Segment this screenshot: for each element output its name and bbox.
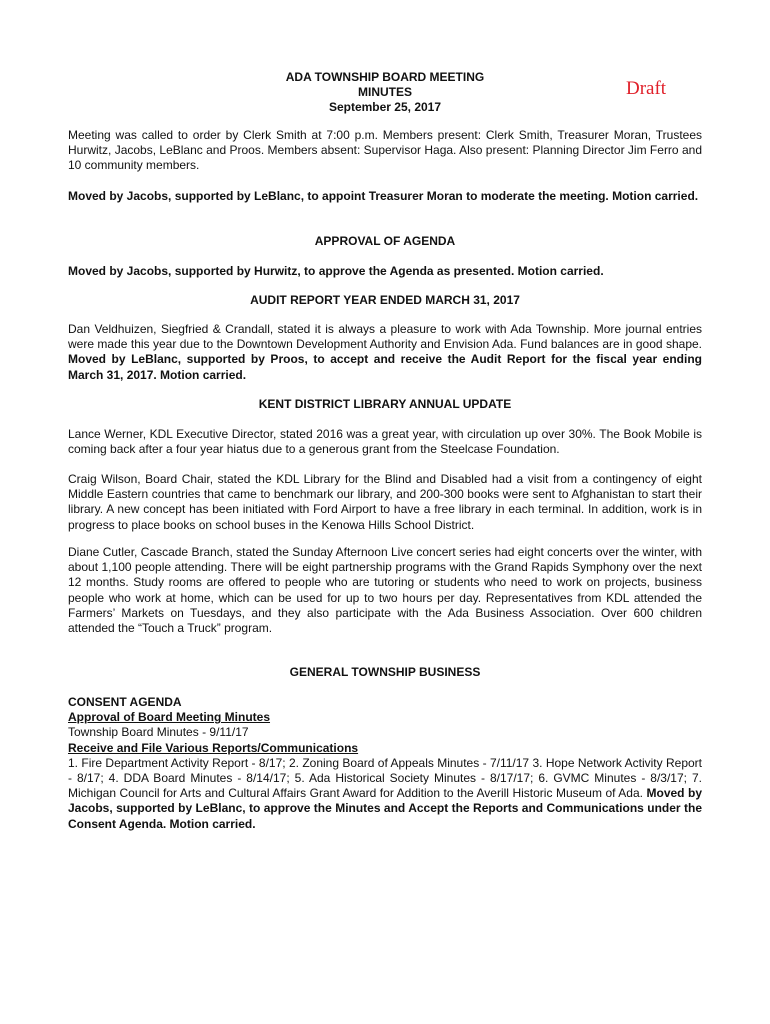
moderator-motion-text: Moved by Jacobs, supported by LeBlanc, to appoint Treasurer Moran to moderate the meeting. Motion carried. [68, 189, 699, 203]
library-heading: KENT DISTRICT LIBRARY ANNUAL UPDATE [258, 397, 512, 411]
approval-minutes-item: Township Board Minutes - 9/11/17 [68, 725, 249, 740]
intro-text: Meeting was called to order by Clerk Smith at 7:00 p.m. Members present: Clerk Smith, Treasurer Moran, Trustees Hurwitz, Jacobs, LeBlanc and Proos. Members absent: Supervisor Haga. Also present: Planning Director Jim Ferro and 10 community members. [68, 128, 702, 173]
library-text-1: Lance Werner, KDL Executive Director, stated 2016 was a great year, with circulation up over 30%. The Book Mobile is coming back after a four year hiatus due to a generous grant from the Steelcase Foundation. [68, 427, 702, 457]
library-text-3: Diane Cutler, Cascade Branch, stated the Sunday Afternoon Live concert series had eight concerts over the winter, with about 1,100 people attending. There will be eight partnership programs with the Grand Rapids Symphony over the next 12 months. Study rooms are offered to people who are tutoring or students who need to work on projects, business people who work at home, which can be used for up to two hours per day. Representatives from KDL attended the Farmers’ Markets on Tuesdays, and they also participate with the Ada Business Association. Over 600 children attended the “Touch a Truck” program. [68, 545, 702, 636]
intro-paragraph [68, 128, 702, 174]
meeting-title: ADA TOWNSHIP BOARD MEETING [285, 70, 485, 84]
consent-agenda-section [68, 695, 702, 832]
consent-motion: Moved by Jacobs, supported by LeBlanc, to approve the Minutes and Accept the Reports and Communications under the Consent Agenda. Motion carried. [68, 786, 703, 831]
library-paragraph-1 [68, 427, 702, 457]
audit-text: Dan Veldhuizen, Siegfried & Crandall, stated it is always a pleasure to work with Ada Township. More journal entries were made this year due to the Downtown Development Authority and Envision Ada. Fund balances are in good shape. [68, 322, 702, 352]
document-header [68, 70, 702, 115]
audit-paragraph [68, 322, 702, 383]
draft-stamp: Draft [626, 78, 667, 99]
consent-agenda-title: CONSENT AGENDA [68, 695, 182, 709]
approval-minutes-heading: Approval of Board Meeting Minutes [68, 710, 271, 725]
moderator-motion [68, 189, 702, 204]
agenda-motion [68, 264, 702, 279]
library-paragraph-2 [68, 472, 702, 533]
document-type: MINUTES [358, 85, 412, 99]
general-business-heading: GENERAL TOWNSHIP BUSINESS [289, 665, 481, 679]
audit-heading: AUDIT REPORT YEAR ENDED MARCH 31, 2017 [250, 293, 520, 307]
reports-heading: Receive and File Various Reports/Communications [68, 740, 359, 755]
audit-motion: Moved by LeBlanc, supported by Proos, to accept and receive the Audit Report for the fiscal year ending March 31, 2017. Motion carried. [68, 352, 702, 382]
agenda-motion-text: Moved by Jacobs, supported by Hurwitz, to approve the Agenda as presented. Motion carried. [68, 264, 604, 278]
library-paragraph-3 [68, 545, 702, 636]
reports-list: 1. Fire Department Activity Report - 8/17; 2. Zoning Board of Appeals Minutes - 7/11/17 3. Hope Network Activity Report - 8/17; 4. DDA Board Minutes - 8/14/17; 5. Ada Historical Society Minutes - 8/17/17; 6. GVMC Minutes - 8/3/17; 7. Michigan Council for Arts and Cultural Affairs Grant Award for Addition to the Averill Historic Museum of Ada. [68, 755, 702, 801]
meeting-date: September 25, 2017 [328, 100, 442, 114]
agenda-heading: APPROVAL OF AGENDA [314, 234, 456, 248]
library-text-2: Craig Wilson, Board Chair, stated the KDL Library for the Blind and Disabled had a visit from a contingency of eight Middle Eastern countries that came to benchmark our library, and 200-300 books were sent to Afghanistan to start their library. A new concept has been initiated with Ford Airport to have a free library in each terminal. In addition, work is in progress to place books on school buses in the Kenowa Hills School District. [68, 472, 702, 532]
